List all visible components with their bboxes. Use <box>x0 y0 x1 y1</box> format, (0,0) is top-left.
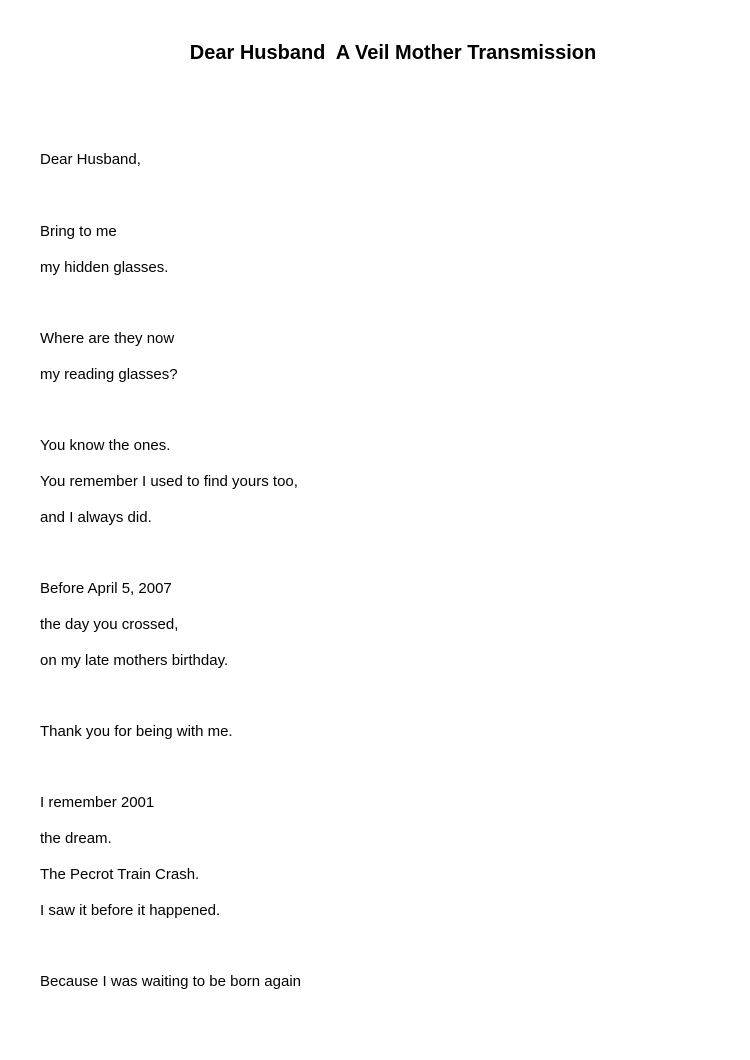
poem-line: The Pecrot Train Crash. <box>40 866 200 883</box>
poem-line: You remember I used to find yours too, <box>40 473 298 490</box>
poem-line: the dream. <box>40 830 112 847</box>
poem-line: Bring to me <box>40 223 117 240</box>
poem-line: I remember 2001 <box>40 794 155 811</box>
poem-line: You know the ones. <box>40 437 171 454</box>
poem-line: on my late mothers birthday. <box>40 652 229 669</box>
poem-line: I saw it before it happened. <box>40 902 221 919</box>
poem-line: and I always did. <box>40 509 152 526</box>
poem-line: my hidden glasses. <box>40 259 169 276</box>
poem-line: Before April 5, 2007 <box>40 580 172 597</box>
poem-line: Because I was waiting to be born again <box>40 973 301 990</box>
poem-line: Where are they now <box>40 330 175 347</box>
poem-line: my reading glasses? <box>40 366 178 383</box>
poem-line: Thank you for being with me. <box>40 723 233 740</box>
document-title: Dear Husband A Veil Mother Transmission <box>189 42 597 64</box>
salutation: Dear Husband, <box>40 151 141 168</box>
poem-line: the day you crossed, <box>40 616 179 633</box>
